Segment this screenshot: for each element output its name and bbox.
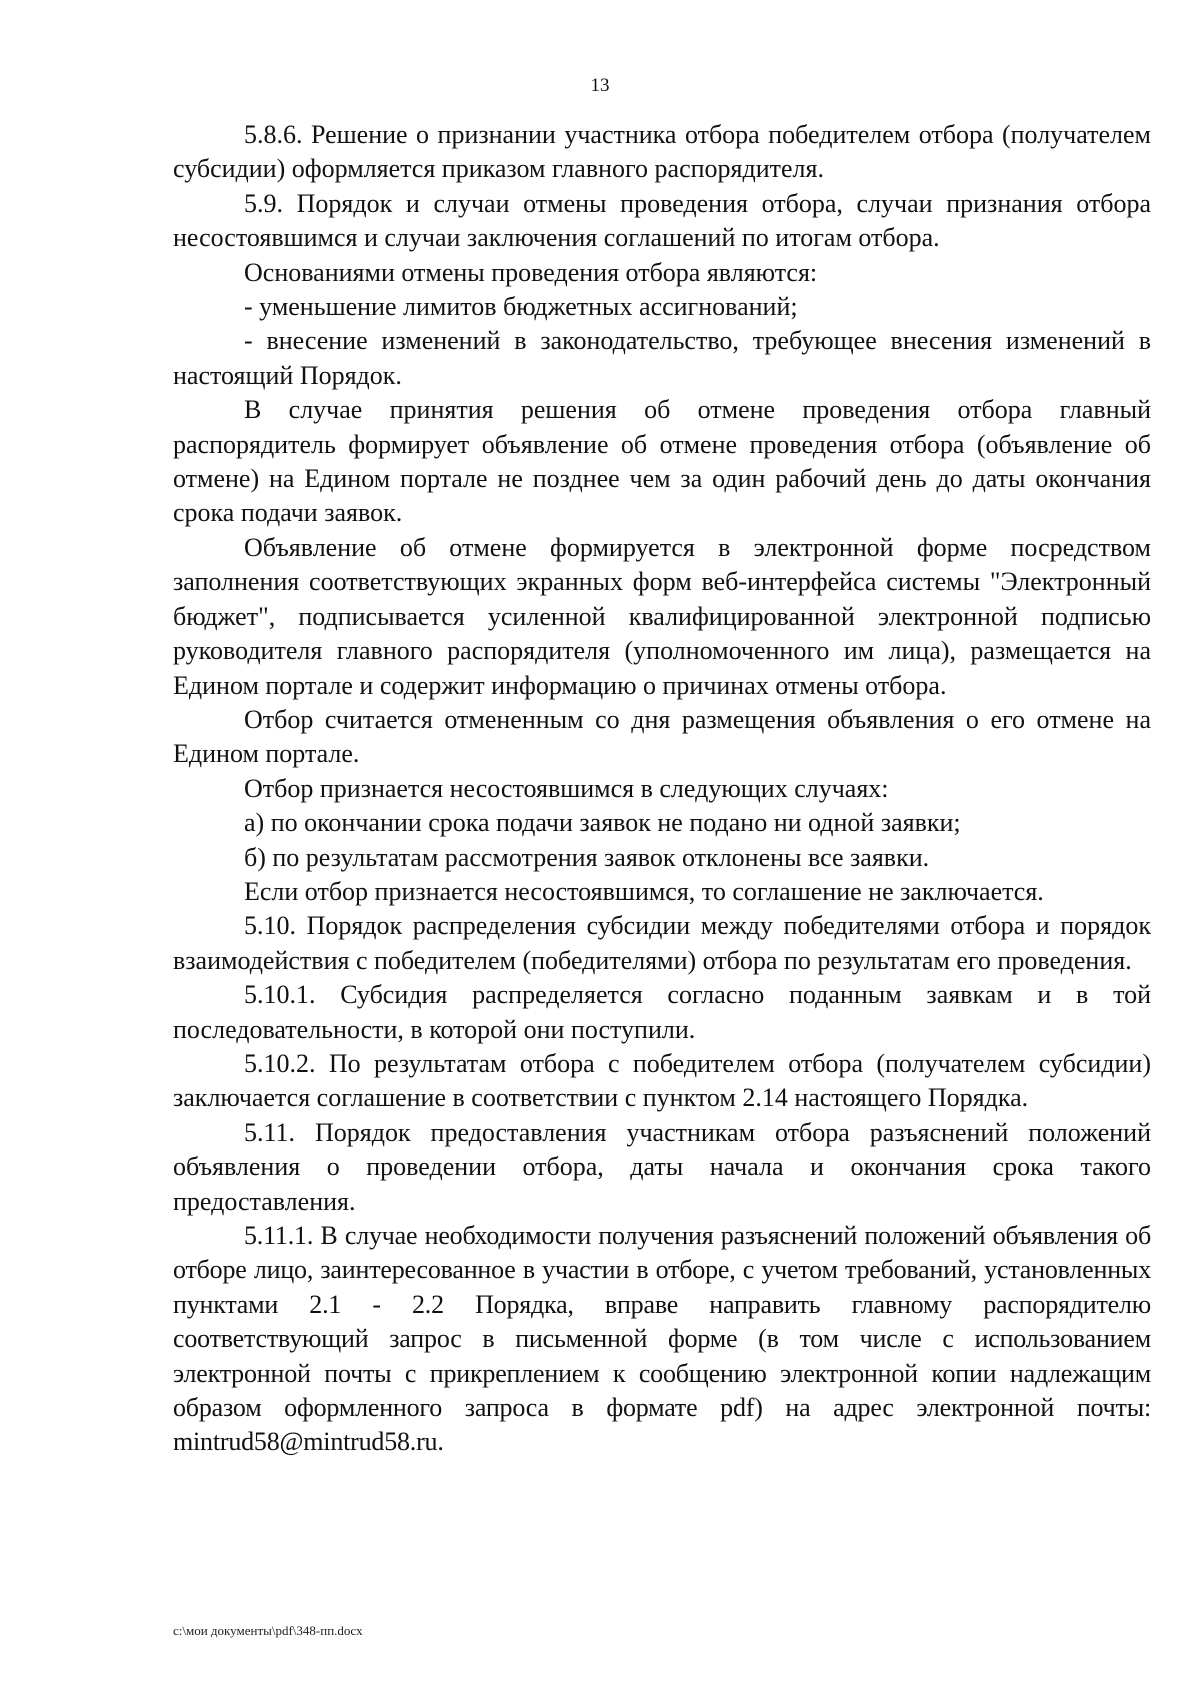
list-item-no-applications: а) по окончании срока подачи заявок не подано ни одной заявки; [244,808,961,838]
paragraph-failed-cases: Отбор признается несостоявшимся в следующих случаях: [244,773,889,803]
list-item-legislation-changes: - внесение изменений в законодательство, требующее внесения изменений в настоящий Порядок. [173,326,1151,390]
paragraph-5-10-1: 5.10.1. Субсидия распределяется согласно поданным заявкам и в той последовательности, в которой они поступили. [173,980,1151,1044]
list-item-all-rejected: б) по результатам рассмотрения заявок отклонены все заявки. [244,842,930,872]
paragraph-5-11-1: 5.11.1. В случае необходимости получения разъяснений положений объявления об отборе лицо, заинтересованное в участии в отборе, с учетом требований, установленных пунктами 2.1 - 2.2 Порядка, вправе направить главному распорядителю соответствующий запрос в письменной форме (в том числе с использованием электронной почты с прикреплением к сообщению электронной копии надлежащим образом оформленного запроса в формате pdf) на адрес электронной почты: mintrud58@mintrud58.ru. [173,1221,1151,1457]
footer-file-path: c:\мои документы\pdf\348-пп.docx [173,1623,363,1638]
paragraph-cancel-announcement: Объявление об отмене формируется в электронной форме посредством заполнения соответствующих экранных форм веб-интерфейса системы "Электронный бюджет", подписывается усиленной квалифицированной электронной подписью руководителя главного распорядителя (уполномоченного им лица), размещается на Едином портале и содержит информацию о причинах отмены отбора. [173,532,1151,700]
paragraph-no-agreement: Если отбор признается несостоявшимся, то соглашение не заключается. [244,876,1044,906]
paragraph-5-10: 5.10. Порядок распределения субсидии между победителями отбора и порядок взаимодействия с победителем (победителями) отбора по результатам его проведения. [173,911,1151,975]
list-item-budget-limits: - уменьшение лимитов бюджетных ассигнований; [244,292,798,322]
paragraph-5-11: 5.11. Порядок предоставления участникам отбора разъяснений положений объявления о проведении отбора, даты начала и окончания срока такого предоставления. [173,1117,1151,1216]
paragraph-5-8-6: 5.8.6. Решение о признании участника отбора победителем отбора (получателем субсидии) оформляется приказом главного распорядителя. [173,120,1151,184]
paragraph-5-9: 5.9. Порядок и случаи отмены проведения отбора, случаи признания отбора несостоявшимся и случаи заключения соглашений по итогам отбора. [173,188,1151,253]
page-number: 13 [590,75,610,96]
document-body [173,118,1151,1460]
paragraph-5-10-2: 5.10.2. По результатам отбора с победителем отбора (получателем субсидии) заключается соглашение в соответствии с пунктом 2.14 настоящего Порядка. [173,1048,1151,1113]
paragraph-cancel-decision: В случае принятия решения об отмене проведения отбора главный распорядитель формирует объявление об отмене проведения отбора (объявление об отмене) на Едином портале не позднее чем за один рабочий день до даты окончания срока подачи заявок. [173,395,1151,528]
paragraph-cancel-grounds: Основаниями отмены проведения отбора являются: [244,257,818,287]
paragraph-cancel-effective: Отбор считается отмененным со дня размещения объявления о его отмене на Едином портале. [173,704,1151,769]
